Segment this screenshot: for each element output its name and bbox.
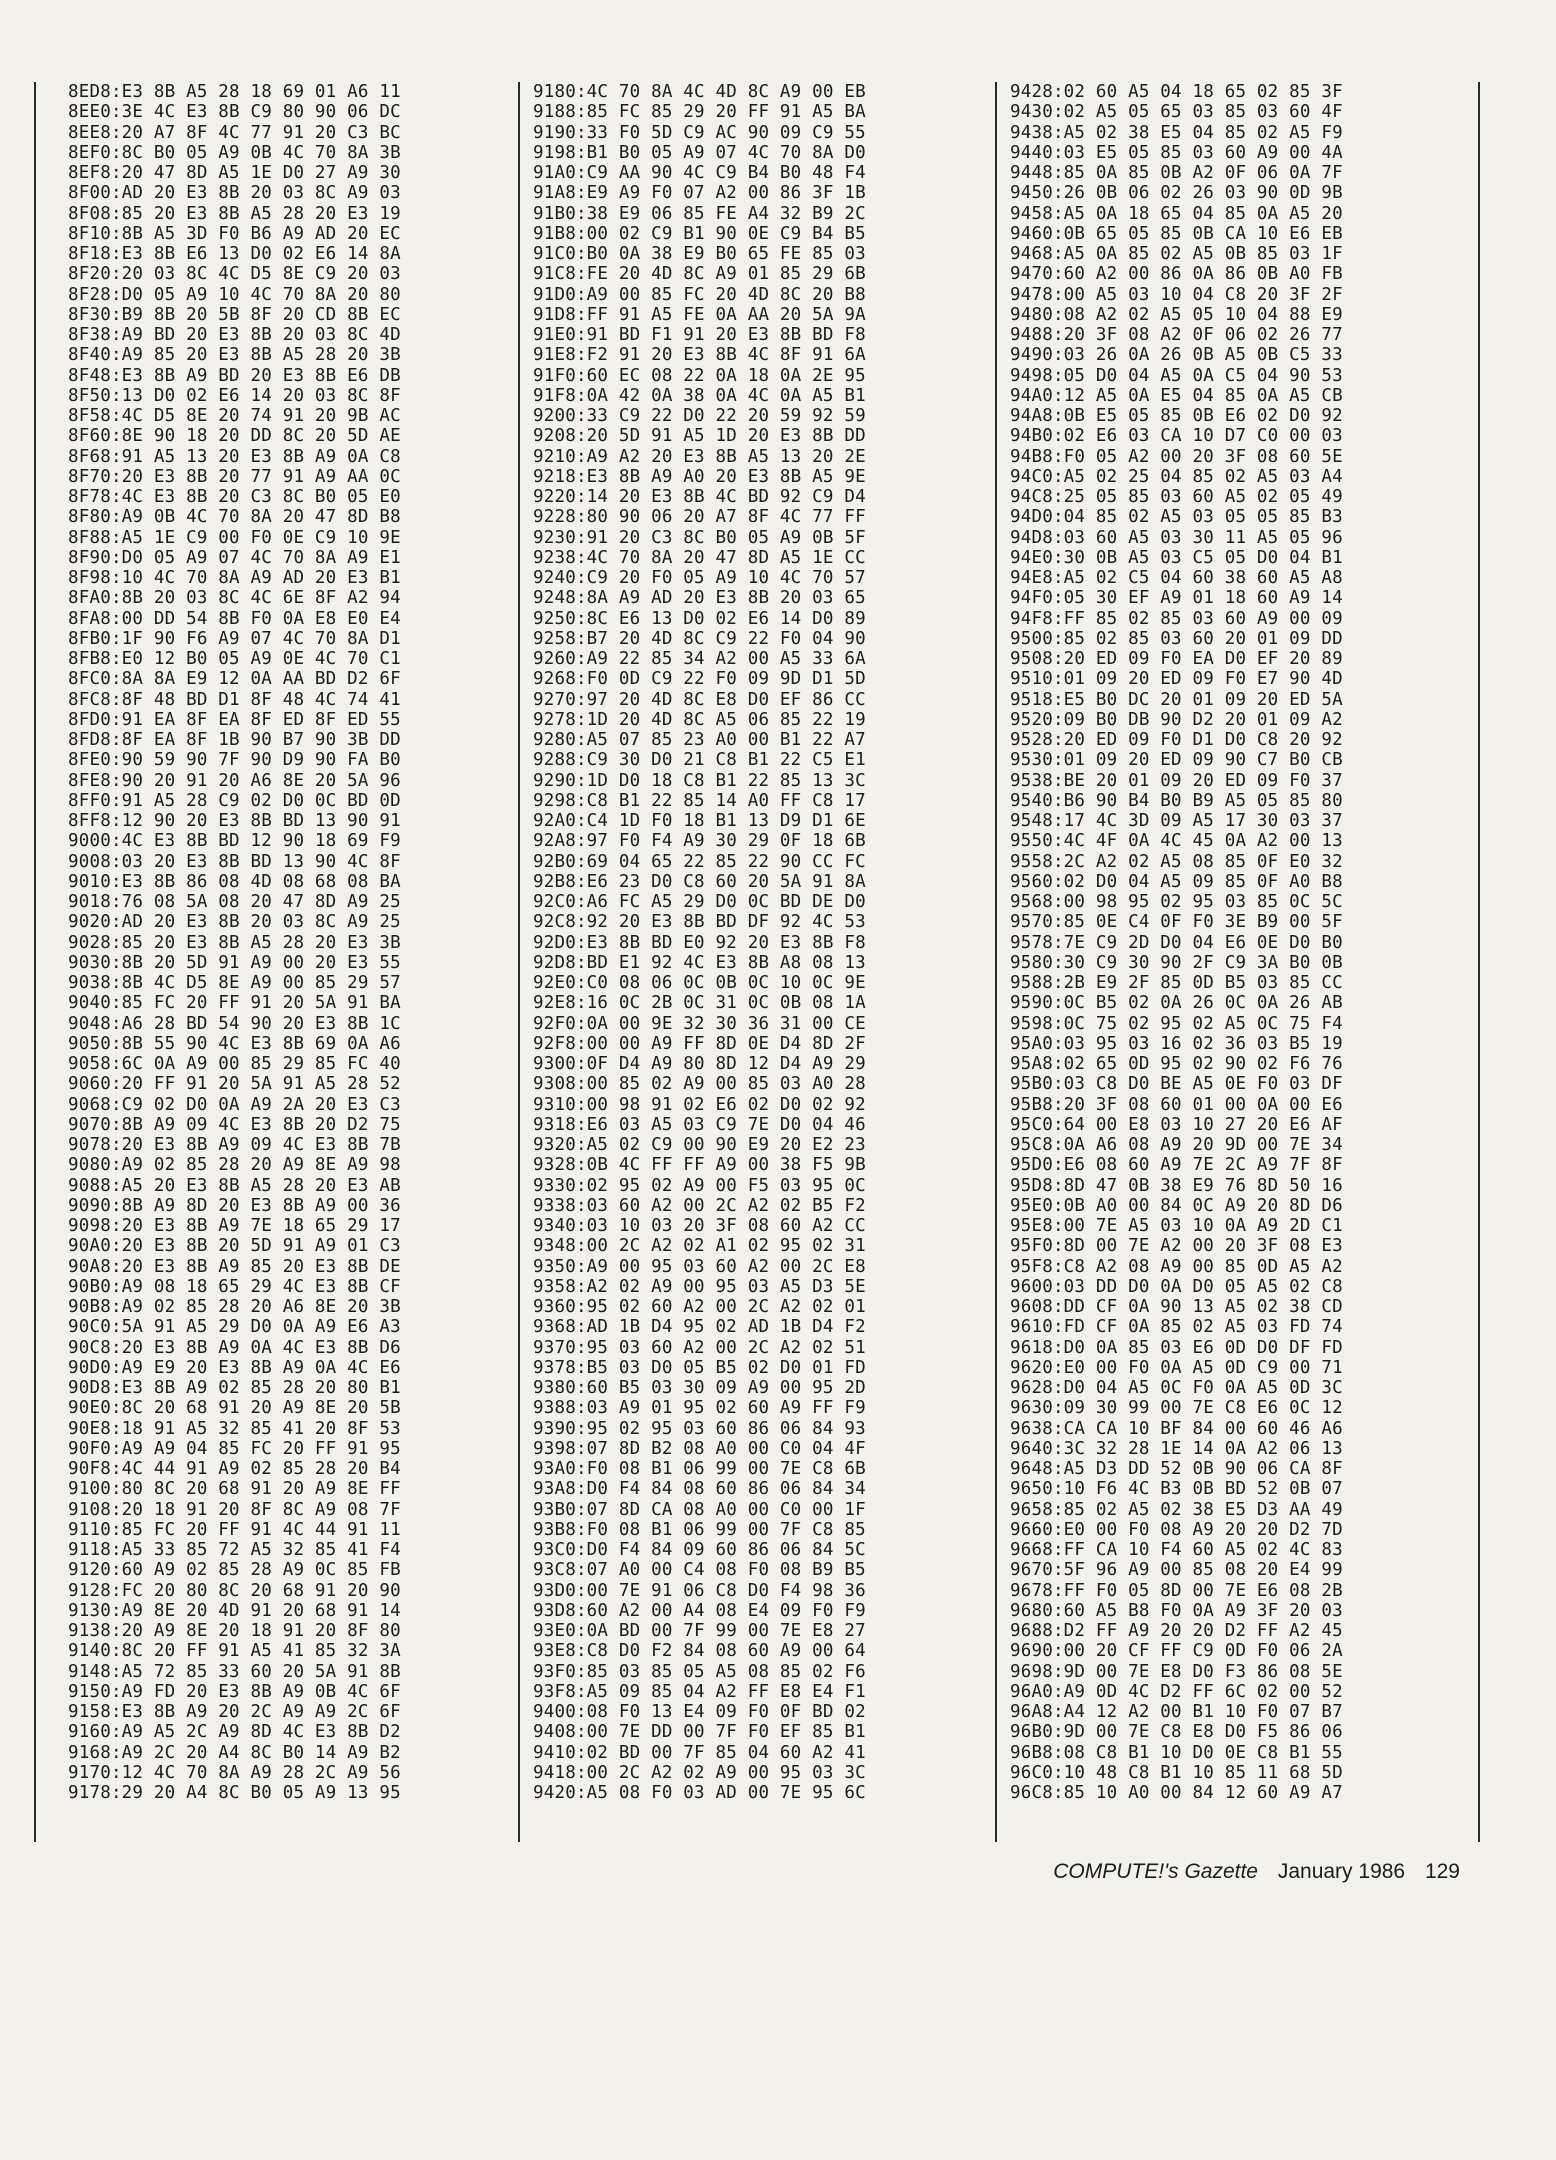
hex-line: 94D0:04 85 02 A5 03 05 05 85 B3 xyxy=(1010,507,1343,528)
hex-line: 8FC0:8A 8A E9 12 0A AA BD D2 6F xyxy=(68,669,401,690)
hex-line: 8F20:20 03 8C 4C D5 8E C9 20 03 xyxy=(68,264,401,285)
hex-line: 90E0:8C 20 68 91 20 A9 8E 20 5B xyxy=(68,1398,401,1419)
hex-line: 9200:33 C9 22 D0 22 20 59 92 59 xyxy=(533,406,866,426)
hex-line: 96C0:10 48 C8 B1 10 85 11 68 5D xyxy=(1010,1762,1343,1783)
hex-line: 93E8:C8 D0 F2 84 08 60 A9 00 64 xyxy=(533,1641,866,1662)
hex-line: 9378:B5 03 D0 05 B5 02 D0 01 FD xyxy=(533,1357,866,1378)
hex-line: 96A0:A9 0D 4C D2 FF 6C 02 00 52 xyxy=(1010,1681,1343,1702)
hex-line: 9068:C9 02 D0 0A A9 2A 20 E3 C3 xyxy=(68,1094,401,1115)
hex-line: 90C8:20 E3 8B A9 0A 4C E3 8B D6 xyxy=(68,1337,401,1358)
hex-line: 9070:8B A9 09 4C E3 8B 20 D2 75 xyxy=(68,1114,401,1135)
hex-line: 9398:07 8D B2 08 A0 00 C0 04 4F xyxy=(533,1438,866,1459)
hex-line: 93C0:D0 F4 84 09 60 86 06 84 5C xyxy=(533,1540,866,1560)
hex-line: 9630:09 30 99 00 7E C8 E6 0C 12 xyxy=(1010,1398,1343,1419)
hex-line: 9300:0F D4 A9 80 8D 12 D4 A9 29 xyxy=(533,1054,866,1074)
hex-line: 9268:F0 0D C9 22 F0 09 9D D1 5D xyxy=(533,669,866,690)
hex-line: 9360:95 02 60 A2 00 2C A2 02 01 xyxy=(533,1297,866,1317)
hex-line: 9250:8C E6 13 D0 02 E6 14 D0 89 xyxy=(533,608,866,629)
magazine-name: COMPUTE!'s Gazette xyxy=(1053,1860,1258,1883)
hex-line: 9188:85 FC 85 29 20 FF 91 A5 BA xyxy=(533,102,866,123)
hex-line: 8EE0:3E 4C E3 8B C9 80 90 06 DC xyxy=(68,102,401,123)
hex-line: 92D0:E3 8B BD E0 92 20 E3 8B F8 xyxy=(533,932,866,953)
hex-line: 9108:20 18 91 20 8F 8C A9 08 7F xyxy=(68,1499,401,1520)
hex-line: 9420:A5 08 F0 03 AD 00 7E 95 6C xyxy=(533,1783,866,1803)
hex-line: 92B8:E6 23 D0 C8 60 20 5A 91 8A xyxy=(533,871,866,892)
hex-line: 9380:60 B5 03 30 09 A9 00 95 2D xyxy=(533,1378,866,1398)
hex-line: 8F18:E3 8B E6 13 D0 02 E6 14 8A xyxy=(68,244,401,264)
hex-line: 9438:A5 02 38 E5 04 85 02 A5 F9 xyxy=(1010,122,1343,143)
hex-line: 95A8:02 65 0D 95 02 90 02 F6 76 xyxy=(1010,1054,1343,1074)
hex-line: 9010:E3 8B 86 08 4D 08 68 08 BA xyxy=(68,871,401,892)
hex-line: 8F10:8B A5 3D F0 B6 A9 AD 20 EC xyxy=(68,223,401,244)
hex-line: 9460:0B 65 05 85 0B CA 10 E6 EB xyxy=(1010,223,1343,244)
hex-line: 92E8:16 0C 2B 0C 31 0C 0B 08 1A xyxy=(533,993,866,1014)
hex-line: 95E8:00 7E A5 03 10 0A A9 2D C1 xyxy=(1010,1216,1343,1236)
hex-line: 93A8:D0 F4 84 08 60 86 06 84 34 xyxy=(533,1479,866,1500)
hex-line: 9578:7E C9 2D D0 04 E6 0E D0 B0 xyxy=(1010,932,1343,953)
hex-line: 8EF0:8C B0 05 A9 0B 4C 70 8A 3B xyxy=(68,142,401,163)
hex-line: 8EE8:20 A7 8F 4C 77 91 20 C3 BC xyxy=(68,122,401,143)
hex-line: 9370:95 03 60 A2 00 2C A2 02 51 xyxy=(533,1337,866,1358)
hex-line: 91D8:FF 91 A5 FE 0A AA 20 5A 9A xyxy=(533,304,866,325)
hex-line: 9598:0C 75 02 95 02 A5 0C 75 F4 xyxy=(1010,1013,1343,1034)
hex-line: 9570:85 0E C4 0F F0 3E B9 00 5F xyxy=(1010,912,1343,933)
hex-line: 90B0:A9 08 18 65 29 4C E3 8B CF xyxy=(68,1276,401,1297)
hex-line: 95B8:20 3F 08 60 01 00 0A 00 E6 xyxy=(1010,1094,1343,1115)
hex-line: 9078:20 E3 8B A9 09 4C E3 8B 7B xyxy=(68,1135,401,1155)
hex-line: 8F68:91 A5 13 20 E3 8B A9 0A C8 xyxy=(68,446,401,467)
hex-line: 9590:0C B5 02 0A 26 0C 0A 26 AB xyxy=(1010,993,1343,1014)
hex-line: 93B0:07 8D CA 08 A0 00 C0 00 1F xyxy=(533,1499,866,1520)
hex-line: 9648:A5 D3 DD 52 0B 90 06 CA 8F xyxy=(1010,1459,1343,1479)
hex-line: 9520:09 B0 DB 90 D2 20 01 09 A2 xyxy=(1010,709,1343,730)
hex-line: 9320:A5 02 C9 00 90 E9 20 E2 23 xyxy=(533,1135,866,1155)
hex-line: 95D0:E6 08 60 A9 7E 2C A9 7F 8F xyxy=(1010,1155,1343,1176)
hex-line: 9618:D0 0A 85 03 E6 0D D0 DF FD xyxy=(1010,1337,1343,1358)
hex-line: 96B0:9D 00 7E C8 E8 D0 F5 86 06 xyxy=(1010,1722,1343,1743)
hex-line: 91E8:F2 91 20 E3 8B 4C 8F 91 6A xyxy=(533,345,866,366)
hex-line: 92F0:0A 00 9E 32 30 36 31 00 CE xyxy=(533,1013,866,1034)
hex-line: 93D0:00 7E 91 06 C8 D0 F4 98 36 xyxy=(533,1580,866,1601)
hex-line: 8FE0:90 59 90 7F 90 D9 90 FA B0 xyxy=(68,750,401,771)
hex-line: 93D8:60 A2 00 A4 08 E4 09 F0 F9 xyxy=(533,1600,866,1621)
hex-line: 9650:10 F6 4C B3 0B BD 52 0B 07 xyxy=(1010,1479,1343,1500)
hex-line: 91A8:E9 A9 F0 07 A2 00 86 3F 1B xyxy=(533,183,866,204)
hex-line: 9348:00 2C A2 02 A1 02 95 02 31 xyxy=(533,1236,866,1257)
hex-line: 8F88:A5 1E C9 00 F0 0E C9 10 9E xyxy=(68,527,401,548)
hex-line: 94F8:FF 85 02 85 03 60 A9 00 09 xyxy=(1010,608,1343,629)
hex-line: 9588:2B E9 2F 85 0D B5 03 85 CC xyxy=(1010,973,1343,993)
hex-line: 8F80:A9 0B 4C 70 8A 20 47 8D B8 xyxy=(68,507,401,528)
hex-line: 9580:30 C9 30 90 2F C9 3A B0 0B xyxy=(1010,952,1343,973)
hex-line: 9368:AD 1B D4 95 02 AD 1B D4 F2 xyxy=(533,1317,866,1338)
hex-line: 8FD8:8F EA 8F 1B 90 B7 90 3B DD xyxy=(68,730,401,750)
hex-line: 9258:B7 20 4D 8C C9 22 F0 04 90 xyxy=(533,628,866,649)
hex-line: 9140:8C 20 FF 91 A5 41 85 32 3A xyxy=(68,1641,401,1662)
hex-line: 8F50:13 D0 02 E6 14 20 03 8C 8F xyxy=(68,385,401,406)
hex-line: 90E8:18 91 A5 32 85 41 20 8F 53 xyxy=(68,1418,401,1439)
page-footer xyxy=(1039,1860,1460,1884)
hex-line: 92A0:C4 1D F0 18 B1 13 D9 D1 6E xyxy=(533,811,866,831)
hex-line: 9340:03 10 03 20 3F 08 60 A2 CC xyxy=(533,1216,866,1236)
hex-line: 9238:4C 70 8A 20 47 8D A5 1E CC xyxy=(533,547,866,568)
hex-line: 9418:00 2C A2 02 A9 00 95 03 3C xyxy=(533,1762,866,1783)
hex-line: 9240:C9 20 F0 05 A9 10 4C 70 57 xyxy=(533,568,866,588)
hex-line: 9090:8B A9 8D 20 E3 8B A9 00 36 xyxy=(68,1195,401,1216)
hex-line: 92C8:92 20 E3 8B BD DF 92 4C 53 xyxy=(533,912,866,933)
hex-line: 94E8:A5 02 C5 04 60 38 60 A5 A8 xyxy=(1010,568,1343,588)
hex-line: 9060:20 FF 91 20 5A 91 A5 28 52 xyxy=(68,1074,401,1095)
hex-line: 9270:97 20 4D 8C E8 D0 EF 86 CC xyxy=(533,689,866,710)
hex-line: 9498:05 D0 04 A5 0A C5 04 90 53 xyxy=(1010,365,1343,386)
hex-line: 95F0:8D 00 7E A2 00 20 3F 08 E3 xyxy=(1010,1236,1343,1257)
hex-line: 93B8:F0 08 B1 06 99 00 7F C8 85 xyxy=(533,1519,866,1540)
hex-line: 9510:01 09 20 ED 09 F0 E7 90 4D xyxy=(1010,669,1343,690)
hex-line: 9260:A9 22 85 34 A2 00 A5 33 6A xyxy=(533,649,866,669)
hex-line: 9350:A9 00 95 03 60 A2 00 2C E8 xyxy=(533,1256,866,1277)
hex-line: 91C0:B0 0A 38 E9 B0 65 FE 85 03 xyxy=(533,244,866,264)
column-rule xyxy=(34,82,36,1842)
hex-line: 9540:B6 90 B4 B0 B9 A5 05 85 80 xyxy=(1010,790,1343,811)
hex-line: 9058:6C 0A A9 00 85 29 85 FC 40 xyxy=(68,1054,401,1074)
hex-line: 92B0:69 04 65 22 85 22 90 CC FC xyxy=(533,851,866,872)
hex-line: 9568:00 98 95 02 95 03 85 0C 5C xyxy=(1010,892,1343,912)
hex-listing-column-2 xyxy=(533,82,1003,1803)
hex-line: 9430:02 A5 05 65 03 85 03 60 4F xyxy=(1010,102,1343,123)
hex-line: 9448:85 0A 85 0B A2 0F 06 0A 7F xyxy=(1010,163,1343,183)
hex-line: 91B8:00 02 C9 B1 90 0E C9 B4 B5 xyxy=(533,223,866,244)
hex-line: 9470:60 A2 00 86 0A 86 0B A0 FB xyxy=(1010,264,1343,285)
hex-line: 9530:01 09 20 ED 09 90 C7 B0 CB xyxy=(1010,750,1343,771)
hex-line: 8F78:4C E3 8B 20 C3 8C B0 05 E0 xyxy=(68,487,401,507)
hex-line: 9050:8B 55 90 4C E3 8B 69 0A A6 xyxy=(68,1033,401,1054)
hex-line: 9600:03 DD D0 0A D0 05 A5 02 C8 xyxy=(1010,1276,1343,1297)
issue-date: January 1986 xyxy=(1277,1860,1406,1883)
hex-line: 9028:85 20 E3 8B A5 28 20 E3 3B xyxy=(68,932,401,953)
hex-line: 94F0:05 30 EF A9 01 18 60 A9 14 xyxy=(1010,588,1343,609)
hex-line: 90F0:A9 A9 04 85 FC 20 FF 91 95 xyxy=(68,1438,401,1459)
hex-line: 9290:1D D0 18 C8 B1 22 85 13 3C xyxy=(533,770,866,791)
hex-line: 9228:80 90 06 20 A7 8F 4C 77 FF xyxy=(533,507,866,528)
hex-line: 9218:E3 8B A9 A0 20 E3 8B A5 9E xyxy=(533,466,866,487)
hex-line: 9158:E3 8B A9 20 2C A9 A9 2C 6F xyxy=(68,1702,401,1722)
hex-line: 9198:B1 B0 05 A9 07 4C 70 8A D0 xyxy=(533,142,866,163)
hex-line: 95A0:03 95 03 16 02 36 03 B5 19 xyxy=(1010,1033,1343,1054)
hex-line: 8F40:A9 85 20 E3 8B A5 28 20 3B xyxy=(68,345,401,366)
hex-line: 90D8:E3 8B A9 02 85 28 20 80 B1 xyxy=(68,1378,401,1398)
hex-line: 9548:17 4C 3D 09 A5 17 30 03 37 xyxy=(1010,811,1343,831)
hex-line: 9518:E5 B0 DC 20 01 09 20 ED 5A xyxy=(1010,689,1343,710)
hex-line: 9538:BE 20 01 09 20 ED 09 F0 37 xyxy=(1010,770,1343,791)
hex-line: 9450:26 0B 06 02 26 03 90 0D 9B xyxy=(1010,183,1343,204)
hex-line: 8F48:E3 8B A9 BD 20 E3 8B E6 DB xyxy=(68,365,401,386)
hex-line: 8FD0:91 EA 8F EA 8F ED 8F ED 55 xyxy=(68,709,401,730)
hex-line: 9680:60 A5 B8 F0 0A A9 3F 20 03 xyxy=(1010,1600,1343,1621)
hex-line: 91F0:60 EC 08 22 0A 18 0A 2E 95 xyxy=(533,365,866,386)
hex-line: 9640:3C 32 28 1E 14 0A A2 06 13 xyxy=(1010,1438,1343,1459)
hex-line: 8F08:85 20 E3 8B A5 28 20 E3 19 xyxy=(68,203,401,224)
hex-line: 9338:03 60 A2 00 2C A2 02 B5 F2 xyxy=(533,1195,866,1216)
hex-line: 9150:A9 FD 20 E3 8B A9 0B 4C 6F xyxy=(68,1681,401,1702)
hex-line: 9508:20 ED 09 F0 EA D0 EF 20 89 xyxy=(1010,649,1343,669)
hex-line: 9690:00 20 CF FF C9 0D F0 06 2A xyxy=(1010,1641,1343,1662)
hex-line: 9408:00 7E DD 00 7F F0 EF 85 B1 xyxy=(533,1722,866,1743)
hex-line: 91D0:A9 00 85 FC 20 4D 8C 20 B8 xyxy=(533,284,866,305)
hex-line: 8F60:8E 90 18 20 DD 8C 20 5D AE xyxy=(68,426,401,447)
hex-line: 9468:A5 0A 85 02 A5 0B 85 03 1F xyxy=(1010,244,1343,264)
hex-line: 96C8:85 10 A0 00 84 12 60 A9 A7 xyxy=(1010,1783,1343,1803)
hex-line: 9178:29 20 A4 8C B0 05 A9 13 95 xyxy=(68,1783,401,1803)
hex-line: 9120:60 A9 02 85 28 A9 0C 85 FB xyxy=(68,1560,401,1581)
hex-line: 8FA8:00 DD 54 8B F0 0A E8 E0 E4 xyxy=(68,608,401,629)
hex-line: 9310:00 98 91 02 E6 02 D0 02 92 xyxy=(533,1094,866,1115)
hex-line: 9100:80 8C 20 68 91 20 A9 8E FF xyxy=(68,1479,401,1500)
hex-line: 90A8:20 E3 8B A9 85 20 E3 8B DE xyxy=(68,1256,401,1277)
hex-line: 9358:A2 02 A9 00 95 03 A5 D3 5E xyxy=(533,1276,866,1297)
hex-line: 9210:A9 A2 20 E3 8B A5 13 20 2E xyxy=(533,446,866,467)
hex-line: 9048:A6 28 BD 54 90 20 E3 8B 1C xyxy=(68,1013,401,1034)
hex-listing-column-1 xyxy=(68,82,538,1803)
hex-line: 8FF0:91 A5 28 C9 02 D0 0C BD 0D xyxy=(68,790,401,811)
hex-line: 9020:AD 20 E3 8B 20 03 8C A9 25 xyxy=(68,912,401,933)
hex-line: 9500:85 02 85 03 60 20 01 09 DD xyxy=(1010,628,1343,649)
hex-line: 9018:76 08 5A 08 20 47 8D A9 25 xyxy=(68,892,401,912)
hex-line: 9560:02 D0 04 A5 09 85 0F A0 B8 xyxy=(1010,871,1343,892)
hex-line: 9088:A5 20 E3 8B A5 28 20 E3 AB xyxy=(68,1175,401,1196)
hex-line: 9000:4C E3 8B BD 12 90 18 69 F9 xyxy=(68,831,401,852)
hex-line: 93F0:85 03 85 05 A5 08 85 02 F6 xyxy=(533,1661,866,1682)
hex-line: 8F28:D0 05 A9 10 4C 70 8A 20 80 xyxy=(68,284,401,305)
hex-line: 92E0:C0 08 06 0C 0B 0C 10 0C 9E xyxy=(533,973,866,993)
hex-line: 9440:03 E5 05 85 03 60 A9 00 4A xyxy=(1010,142,1343,163)
hex-line: 9670:5F 96 A9 00 85 08 20 E4 99 xyxy=(1010,1560,1343,1581)
hex-line: 9230:91 20 C3 8C B0 05 A9 0B 5F xyxy=(533,527,866,548)
hex-line: 9208:20 5D 91 A5 1D 20 E3 8B DD xyxy=(533,426,866,447)
hex-line: 9278:1D 20 4D 8C A5 06 85 22 19 xyxy=(533,709,866,730)
hex-line: 9388:03 A9 01 95 02 60 A9 FF F9 xyxy=(533,1398,866,1419)
hex-line: 9688:D2 FF A9 20 20 D2 FF A2 45 xyxy=(1010,1621,1343,1641)
hex-line: 9248:8A A9 AD 20 E3 8B 20 03 65 xyxy=(533,588,866,609)
hex-line: 95C8:0A A6 08 A9 20 9D 00 7E 34 xyxy=(1010,1135,1343,1155)
hex-line: 8F00:AD 20 E3 8B 20 03 8C A9 03 xyxy=(68,183,401,204)
hex-line: 9110:85 FC 20 FF 91 4C 44 91 11 xyxy=(68,1519,401,1540)
hex-line: 96A8:A4 12 A2 00 B1 10 F0 07 B7 xyxy=(1010,1702,1343,1722)
hex-line: 9550:4C 4F 0A 4C 45 0A A2 00 13 xyxy=(1010,831,1343,852)
hex-line: 95F8:C8 A2 08 A9 00 85 0D A5 A2 xyxy=(1010,1256,1343,1277)
hex-line: 92C0:A6 FC A5 29 D0 0C BD DE D0 xyxy=(533,892,866,912)
hex-line: 9008:03 20 E3 8B BD 13 90 4C 8F xyxy=(68,851,401,872)
hex-line: 9030:8B 20 5D 91 A9 00 20 E3 55 xyxy=(68,952,401,973)
hex-line: 9040:85 FC 20 FF 91 20 5A 91 BA xyxy=(68,993,401,1014)
page-number: 129 xyxy=(1424,1860,1460,1883)
hex-line: 95B0:03 C8 D0 BE A5 0E F0 03 DF xyxy=(1010,1074,1343,1095)
hex-line: 9628:D0 04 A5 0C F0 0A A5 0D 3C xyxy=(1010,1378,1343,1398)
hex-line: 9620:E0 00 F0 0A A5 0D C9 00 71 xyxy=(1010,1357,1343,1378)
hex-line: 9288:C9 30 D0 21 C8 B1 22 C5 E1 xyxy=(533,750,866,771)
hex-line: 94C0:A5 02 25 04 85 02 A5 03 A4 xyxy=(1010,466,1343,487)
hex-line: 90C0:5A 91 A5 29 D0 0A A9 E6 A3 xyxy=(68,1317,401,1338)
hex-line: 9170:12 4C 70 8A A9 28 2C A9 56 xyxy=(68,1762,401,1783)
hex-line: 9528:20 ED 09 F0 D1 D0 C8 20 92 xyxy=(1010,730,1343,750)
hex-line: 9080:A9 02 85 28 20 A9 8E A9 98 xyxy=(68,1155,401,1176)
hex-line: 9410:02 BD 00 7F 85 04 60 A2 41 xyxy=(533,1742,866,1763)
hex-line: 94E0:30 0B A5 03 C5 05 D0 04 B1 xyxy=(1010,547,1343,568)
hex-line: 94B8:F0 05 A2 00 20 3F 08 60 5E xyxy=(1010,446,1343,467)
hex-line: 95C0:64 00 E8 03 10 27 20 E6 AF xyxy=(1010,1114,1343,1135)
hex-line: 9128:FC 20 80 8C 20 68 91 20 90 xyxy=(68,1580,401,1601)
hex-line: 96B8:08 C8 B1 10 D0 0E C8 B1 55 xyxy=(1010,1742,1343,1763)
hex-line: 9190:33 F0 5D C9 AC 90 09 C9 55 xyxy=(533,122,866,143)
hex-line: 95D8:8D 47 0B 38 E9 76 8D 50 16 xyxy=(1010,1175,1343,1196)
hex-listing-column-3 xyxy=(1010,82,1480,1803)
hex-line: 8F90:D0 05 A9 07 4C 70 8A A9 E1 xyxy=(68,547,401,568)
hex-line: 8FB0:1F 90 F6 A9 07 4C 70 8A D1 xyxy=(68,628,401,649)
hex-line: 9148:A5 72 85 33 60 20 5A 91 8B xyxy=(68,1661,401,1682)
hex-line: 9168:A9 2C 20 A4 8C B0 14 A9 B2 xyxy=(68,1742,401,1763)
hex-line: 94B0:02 E6 03 CA 10 D7 C0 00 03 xyxy=(1010,426,1343,447)
hex-line: 94C8:25 05 85 03 60 A5 02 05 49 xyxy=(1010,487,1343,507)
hex-line: 9220:14 20 E3 8B 4C BD 92 C9 D4 xyxy=(533,487,866,507)
hex-line: 9180:4C 70 8A 4C 4D 8C A9 00 EB xyxy=(533,82,866,102)
hex-line: 9138:20 A9 8E 20 18 91 20 8F 80 xyxy=(68,1621,401,1641)
hex-line: 9658:85 02 A5 02 38 E5 D3 AA 49 xyxy=(1010,1499,1343,1520)
hex-line: 94D8:03 60 A5 03 30 11 A5 05 96 xyxy=(1010,527,1343,548)
hex-line: 8FB8:E0 12 B0 05 A9 0E 4C 70 C1 xyxy=(68,649,401,669)
hex-line: 9638:CA CA 10 BF 84 00 60 46 A6 xyxy=(1010,1418,1343,1439)
hex-line: 8FE8:90 20 91 20 A6 8E 20 5A 96 xyxy=(68,770,401,791)
hex-line: 92A8:97 F0 F4 A9 30 29 0F 18 6B xyxy=(533,831,866,852)
hex-line: 90F8:4C 44 91 A9 02 85 28 20 B4 xyxy=(68,1459,401,1479)
hex-line: 8F38:A9 BD 20 E3 8B 20 03 8C 4D xyxy=(68,325,401,345)
hex-line: 95E0:0B A0 00 84 0C A9 20 8D D6 xyxy=(1010,1195,1343,1216)
hex-line: 8ED8:E3 8B A5 28 18 69 01 A6 11 xyxy=(68,82,401,102)
hex-line: 9480:08 A2 02 A5 05 10 04 88 E9 xyxy=(1010,304,1343,325)
hex-line: 8FA0:8B 20 03 8C 4C 6E 8F A2 94 xyxy=(68,588,401,609)
hex-line: 9698:9D 00 7E E8 D0 F3 86 08 5E xyxy=(1010,1661,1343,1682)
hex-line: 8EF8:20 47 8D A5 1E D0 27 A9 30 xyxy=(68,163,401,183)
hex-line: 91E0:91 BD F1 91 20 E3 8B BD F8 xyxy=(533,325,866,345)
hex-line: 9558:2C A2 02 A5 08 85 0F E0 32 xyxy=(1010,851,1343,872)
hex-line: 9478:00 A5 03 10 04 C8 20 3F 2F xyxy=(1010,284,1343,305)
hex-line: 9678:FF F0 05 8D 00 7E E6 08 2B xyxy=(1010,1580,1343,1601)
hex-line: 91A0:C9 AA 90 4C C9 B4 B0 48 F4 xyxy=(533,163,866,183)
hex-line: 9318:E6 03 A5 03 C9 7E D0 04 46 xyxy=(533,1114,866,1135)
hex-line: 8F58:4C D5 8E 20 74 91 20 9B AC xyxy=(68,406,401,426)
hex-line: 9118:A5 33 85 72 A5 32 85 41 F4 xyxy=(68,1540,401,1560)
hex-line: 9038:8B 4C D5 8E A9 00 85 29 57 xyxy=(68,973,401,993)
hex-line: 9400:08 F0 13 E4 09 F0 0F BD 02 xyxy=(533,1702,866,1722)
hex-line: 9490:03 26 0A 26 0B A5 0B C5 33 xyxy=(1010,345,1343,366)
hex-line: 9280:A5 07 85 23 A0 00 B1 22 A7 xyxy=(533,730,866,750)
hex-line: 9390:95 02 95 03 60 86 06 84 93 xyxy=(533,1418,866,1439)
hex-line: 9308:00 85 02 A9 00 85 03 A0 28 xyxy=(533,1074,866,1095)
hex-line: 9160:A9 A5 2C A9 8D 4C E3 8B D2 xyxy=(68,1722,401,1743)
hex-line: 91F8:0A 42 0A 38 0A 4C 0A A5 B1 xyxy=(533,385,866,406)
hex-line: 9328:0B 4C FF FF A9 00 38 F5 9B xyxy=(533,1155,866,1176)
hex-line: 9668:FF CA 10 F4 60 A5 02 4C 83 xyxy=(1010,1540,1343,1560)
hex-line: 9488:20 3F 08 A2 0F 06 02 26 77 xyxy=(1010,325,1343,345)
hex-line: 8F30:B9 8B 20 5B 8F 20 CD 8B EC xyxy=(68,304,401,325)
hex-line: 9610:FD CF 0A 85 02 A5 03 FD 74 xyxy=(1010,1317,1343,1338)
hex-line: 8F70:20 E3 8B 20 77 91 A9 AA 0C xyxy=(68,466,401,487)
hex-line: 90B8:A9 02 85 28 20 A6 8E 20 3B xyxy=(68,1297,401,1317)
hex-line: 93A0:F0 08 B1 06 99 00 7E C8 6B xyxy=(533,1459,866,1479)
hex-line: 9458:A5 0A 18 65 04 85 0A A5 20 xyxy=(1010,203,1343,224)
hex-line: 90D0:A9 E9 20 E3 8B A9 0A 4C E6 xyxy=(68,1357,401,1378)
hex-line: 9428:02 60 A5 04 18 65 02 85 3F xyxy=(1010,82,1343,102)
hex-line: 94A8:0B E5 05 85 0B E6 02 D0 92 xyxy=(1010,406,1343,426)
hex-line: 91C8:FE 20 4D 8C A9 01 85 29 6B xyxy=(533,264,866,285)
hex-line: 8FC8:8F 48 BD D1 8F 48 4C 74 41 xyxy=(68,689,401,710)
hex-line: 9330:02 95 02 A9 00 F5 03 95 0C xyxy=(533,1175,866,1196)
hex-line: 94A0:12 A5 0A E5 04 85 0A A5 CB xyxy=(1010,385,1343,406)
hex-line: 92F8:00 00 A9 FF 8D 0E D4 8D 2F xyxy=(533,1033,866,1054)
hex-line: 90A0:20 E3 8B 20 5D 91 A9 01 C3 xyxy=(68,1236,401,1257)
hex-line: 9098:20 E3 8B A9 7E 18 65 29 17 xyxy=(68,1216,401,1236)
hex-line: 9608:DD CF 0A 90 13 A5 02 38 CD xyxy=(1010,1297,1343,1317)
hex-line: 93E0:0A BD 00 7F 99 00 7E E8 27 xyxy=(533,1621,866,1641)
hex-line: 93F8:A5 09 85 04 A2 FF E8 E4 F1 xyxy=(533,1681,866,1702)
hex-line: 93C8:07 A0 00 C4 08 F0 08 B9 B5 xyxy=(533,1560,866,1581)
hex-line: 92D8:BD E1 92 4C E3 8B A8 08 13 xyxy=(533,952,866,973)
hex-line: 8F98:10 4C 70 8A A9 AD 20 E3 B1 xyxy=(68,568,401,588)
hex-line: 9298:C8 B1 22 85 14 A0 FF C8 17 xyxy=(533,790,866,811)
hex-line: 8FF8:12 90 20 E3 8B BD 13 90 91 xyxy=(68,811,401,831)
hex-line: 9130:A9 8E 20 4D 91 20 68 91 14 xyxy=(68,1600,401,1621)
hex-line: 9660:E0 00 F0 08 A9 20 20 D2 7D xyxy=(1010,1519,1343,1540)
hex-line: 91B0:38 E9 06 85 FE A4 32 B9 2C xyxy=(533,203,866,224)
